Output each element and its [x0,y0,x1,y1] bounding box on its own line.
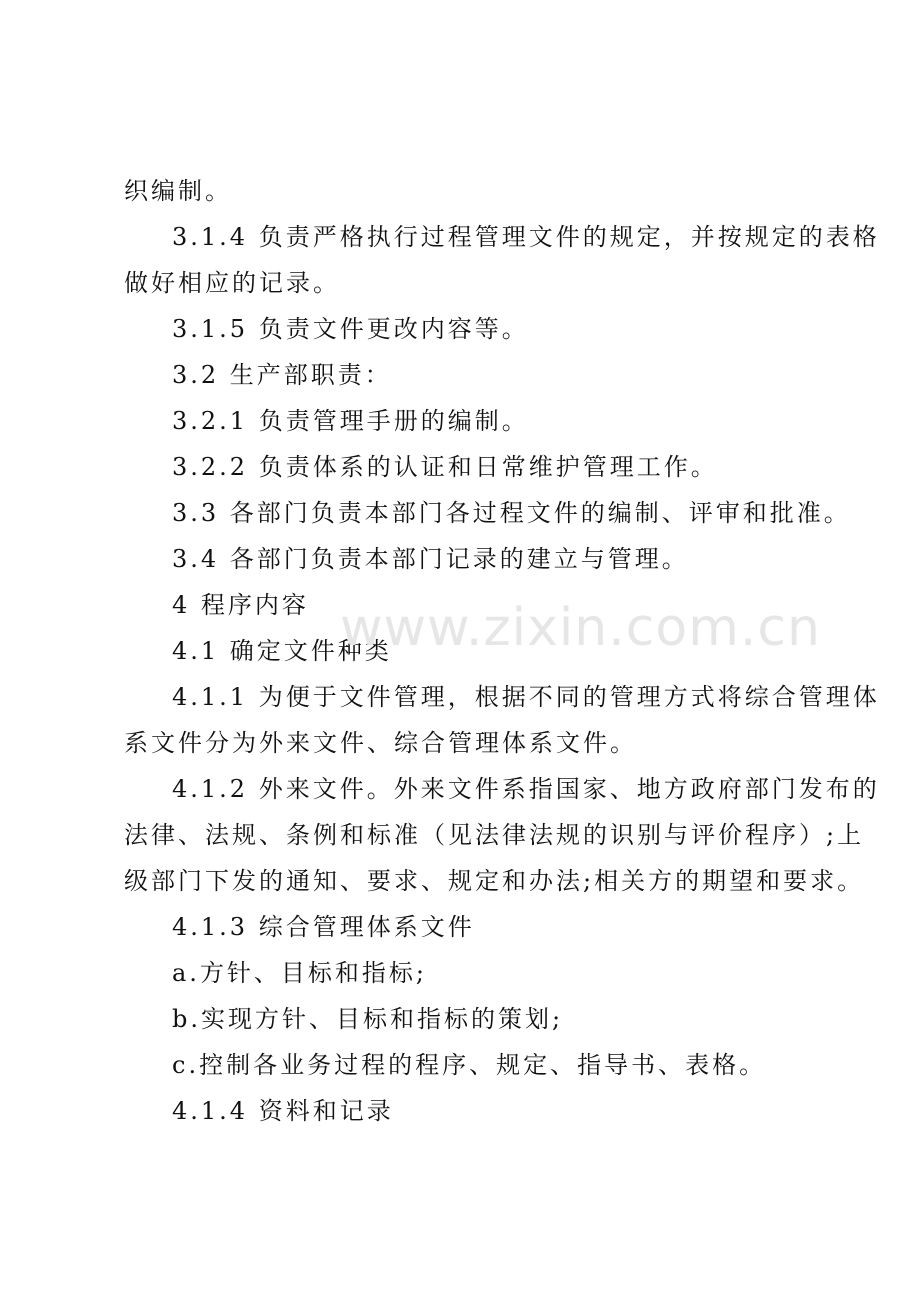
text-line: 3.1.4 负责严格执行过程管理文件的规定，并按规定的表格 [172,223,880,251]
section-heading: 4 程序内容 [172,591,309,619]
text-line: 4.1.2 外来文件。外来文件系指国家、地方政府部门发布的 [172,775,880,803]
list-item: b.实现方针、目标和指标的策划; [172,1005,564,1033]
section-heading: 4.1.4 资料和记录 [172,1097,394,1125]
section-heading: 3.2 生产部职责： [172,361,392,389]
text-line: 3.2.1 负责管理手册的编制。 [172,407,529,435]
text-line: 系文件分为外来文件、综合管理体系文件。 [124,729,637,757]
text-line: 4.1.1 为便于文件管理，根据不同的管理方式将综合管理体 [172,683,880,711]
text-line: 织编制。 [124,177,232,205]
list-item: c.控制各业务过程的程序、规定、指导书、表格。 [172,1051,767,1079]
text-line: 3.1.5 负责文件更改内容等。 [172,315,529,343]
text-line: 3.4 各部门负责本部门记录的建立与管理。 [172,545,689,573]
text-line: 法律、法规、条例和标准（见法律法规的识别与评价程序）;上 [124,821,865,849]
text-line: 3.2.2 负责体系的认证和日常维护管理工作。 [172,453,718,481]
text-line: 级部门下发的通知、要求、规定和办法;相关方的期望和要求。 [124,867,865,895]
section-heading: 4.1 确定文件种类 [172,637,392,665]
document-body [124,168,880,1134]
section-heading: 4.1.3 综合管理体系文件 [172,913,475,941]
text-line: 3.3 各部门负责本部门各过程文件的编制、评审和批准。 [172,499,851,527]
list-item: a.方针、目标和指标; [172,959,428,987]
watermark: www.zixin.com.cn [340,598,821,658]
text-line: 做好相应的记录。 [124,269,340,297]
